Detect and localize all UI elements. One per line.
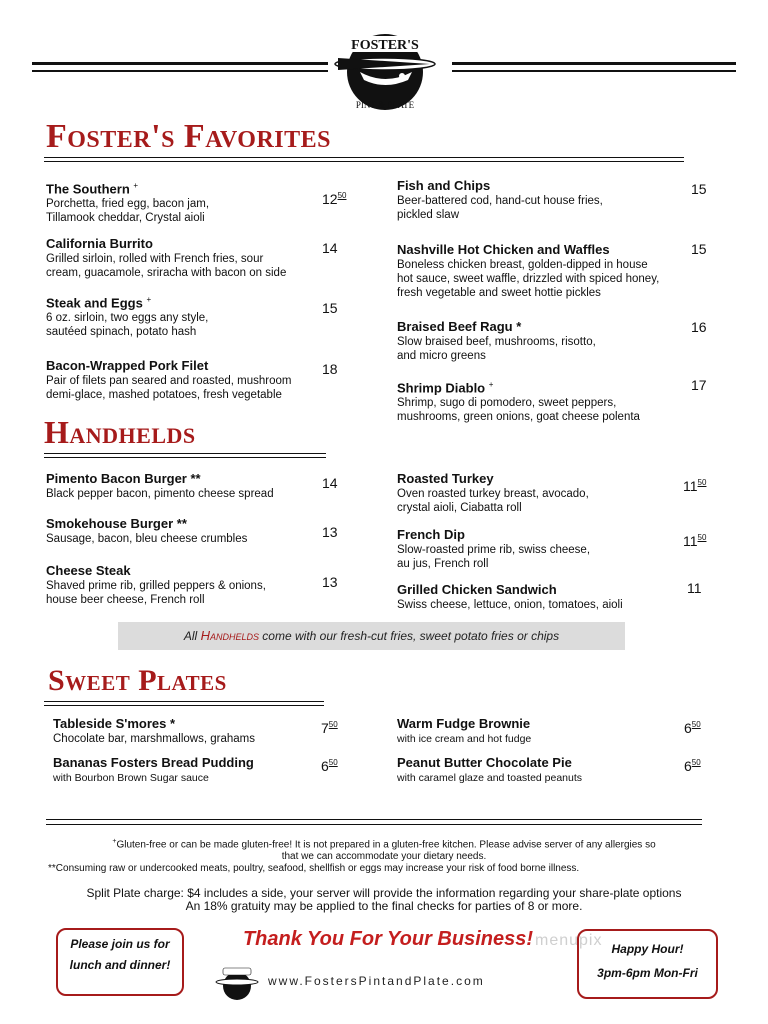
- item-name: The Southern: [46, 181, 130, 197]
- item-mark: +: [146, 295, 152, 304]
- item-desc: 6 oz. sirloin, two eggs any style,: [46, 312, 209, 325]
- sweets-rule: [44, 701, 324, 706]
- item-desc: Black pepper bacon, pimento cheese spread: [46, 488, 274, 500]
- item-price: 14: [322, 475, 338, 491]
- favorites-title: Foster's Favorites: [46, 118, 331, 155]
- item-desc: Chocolate bar, marshmallows, grahams: [53, 733, 255, 745]
- item-desc: Boneless chicken breast, golden-dipped in house: [397, 259, 648, 271]
- lunch-dinner-line1: Please join us for: [70, 937, 170, 951]
- item-desc: Shrimp, sugo di pomodero, sweet peppers,: [397, 397, 617, 410]
- item-desc: Tillamook cheddar, Crystal aioli: [46, 212, 205, 225]
- item-name: Roasted Turkey: [397, 471, 494, 486]
- item-price: $6^{50}$: [684, 720, 701, 736]
- item-desc: Slow-roasted prime rib, swiss cheese,: [397, 544, 591, 556]
- item-desc: pickled slaw: [397, 209, 459, 221]
- item-desc: Swiss cheese, lettuce, onion, tomatoes, aioli: [397, 599, 623, 611]
- lunch-dinner-box: [56, 928, 184, 996]
- item-desc: Grilled sirloin, rolled with French fries, sour: [46, 253, 264, 265]
- item-desc: house beer cheese, French roll: [46, 594, 205, 606]
- item-name: Shrimp Diablo: [397, 380, 486, 396]
- watermark: menupix: [535, 932, 603, 949]
- split-plate-line: Split Plate charge: $4 includes a side, your server will provide the information regarding your share-plate options: [86, 886, 682, 900]
- menu-item: [397, 242, 659, 300]
- menu-item: [397, 178, 603, 222]
- item-price: 15: [691, 241, 707, 257]
- item-desc: crystal aioli, Ciabatta roll: [397, 502, 522, 514]
- item-mark: +: [488, 380, 494, 389]
- lunch-dinner-line2: lunch and dinner!: [69, 958, 171, 972]
- menu-item: [46, 516, 247, 546]
- item-name: Bananas Fosters Bread Pudding: [53, 755, 254, 770]
- item-name: Braised Beef Ragu *: [397, 319, 522, 334]
- header-rule-right-top: [452, 62, 736, 65]
- item-desc: Slow braised beef, mushrooms, risotto,: [397, 336, 596, 348]
- menu-item: [397, 527, 590, 571]
- header-rule-left-bottom: [32, 70, 328, 72]
- item-desc: Shaved prime rib, grilled peppers & onions,: [46, 580, 266, 592]
- item-price: 15: [322, 300, 338, 316]
- handhelds-title: Handhelds: [44, 414, 196, 450]
- menu-item: [397, 471, 589, 515]
- item-price: $12^{50}$: [322, 191, 347, 207]
- handhelds-note-highlight: Handhelds: [200, 628, 259, 643]
- footer-rule-bottom: [46, 824, 702, 825]
- item-name: Tableside S'mores *: [53, 716, 176, 731]
- sweets-title: Sweet Plates: [48, 664, 227, 697]
- item-price: $11^{50}$: [683, 478, 707, 494]
- item-desc: cream, guacamole, sriracha with bacon on side: [46, 267, 287, 279]
- small-logo: [214, 964, 260, 1002]
- item-price: 18: [322, 361, 338, 377]
- item-name: Grilled Chicken Sandwich: [397, 582, 557, 597]
- header-rule-right-bottom: [452, 70, 736, 72]
- item-desc: and micro greens: [397, 350, 486, 362]
- item-price: 13: [322, 574, 338, 590]
- menu-item: [397, 755, 582, 785]
- item-name: Warm Fudge Brownie: [397, 716, 531, 731]
- gratuity-line: An 18% gratuity may be applied to the final checks for parties of 8 or more.: [185, 899, 583, 913]
- happy-hour-title: Happy Hour!: [611, 942, 684, 956]
- item-desc: hot sauce, sweet waffle, drizzled with spiced honey,: [397, 273, 660, 285]
- item-price: $6^{50}$: [684, 758, 701, 774]
- item-desc: Oven roasted turkey breast, avocado,: [397, 488, 589, 500]
- menu-item: [397, 582, 623, 612]
- footer-rule-top: [46, 819, 702, 820]
- menu-item: [397, 716, 531, 746]
- item-desc: fresh vegetable and sweet hottie pickles: [397, 287, 601, 299]
- favorites-rule: [44, 157, 684, 162]
- menu-item: [46, 178, 209, 225]
- item-desc: au jus, French roll: [397, 558, 489, 570]
- item-desc: Pair of filets pan seared and roasted, mushroom: [46, 375, 292, 387]
- item-desc: mushrooms, green onions, goat cheese polenta: [397, 411, 640, 424]
- item-name: California Burrito: [46, 236, 153, 251]
- menu-item: [46, 236, 286, 280]
- item-name: Pimento Bacon Burger **: [46, 471, 201, 486]
- logo-title: FOSTER'S: [351, 38, 419, 53]
- item-desc: with caramel glaze and toasted peanuts: [397, 772, 583, 784]
- item-name: Cheese Steak: [46, 563, 131, 578]
- logo-subtitle: PINT & PLATE: [355, 100, 415, 110]
- item-desc: Porchetta, fried egg, bacon jam,: [46, 198, 210, 211]
- item-desc: Beer-battered cod, hand-cut house fries,: [397, 195, 603, 207]
- item-price: 15: [691, 181, 707, 197]
- item-price: 14: [322, 240, 338, 256]
- menu-item: [397, 377, 640, 424]
- header-rule-left-top: [32, 62, 328, 65]
- item-price: $6^{50}$: [321, 758, 338, 774]
- item-price: 13: [322, 524, 338, 540]
- item-name: Smokehouse Burger **: [46, 516, 187, 531]
- item-price: 17: [691, 377, 707, 393]
- menu-item: [46, 358, 291, 402]
- menu-item: [46, 292, 208, 339]
- item-price: $7^{50}$: [321, 720, 338, 736]
- menu-item: [53, 716, 255, 746]
- menu-item: [46, 563, 266, 607]
- item-desc: demi-glace, mashed potatoes, fresh vegetable: [46, 389, 282, 401]
- item-mark: +: [133, 181, 139, 190]
- item-name: Nashville Hot Chicken and Waffles: [397, 242, 610, 257]
- item-name: French Dip: [397, 527, 465, 542]
- item-desc: with ice cream and hot fudge: [397, 733, 532, 745]
- item-name: Steak and Eggs: [46, 295, 143, 311]
- menu-item: [53, 755, 254, 785]
- item-name: Peanut Butter Chocolate Pie: [397, 755, 572, 770]
- item-name: Bacon-Wrapped Pork Filet: [46, 358, 209, 373]
- happy-hour-time: 3pm-6pm Mon-Fri: [597, 966, 698, 980]
- item-desc: sautéed spinach, potato hash: [46, 326, 197, 339]
- item-price: $11^{50}$: [683, 533, 707, 549]
- menu-item: [46, 471, 274, 501]
- item-price: 11: [687, 580, 702, 596]
- handhelds-note: All Handhelds come with our fresh-cut fries, sweet potato fries or chips: [118, 622, 625, 650]
- menu-item: [397, 319, 596, 363]
- happy-hour-box: [577, 929, 718, 999]
- gluten-free-note: +Gluten-free or can be made gluten-free! It is not prepared in a gluten-free kitchen. Please advise server of any allergies so that we can accommodate your dietary needs.: [112, 838, 656, 863]
- item-desc: with Bourbon Brown Sugar sauce: [53, 772, 209, 784]
- website-link[interactable]: www.FostersPintandPlate.com: [268, 974, 485, 988]
- raw-food-note: **Consuming raw or undercooked meats, poultry, seafood, shellfish or eggs may increase your risk of food borne illness.: [48, 863, 580, 874]
- thank-you-message: Thank You For Your Business!: [242, 928, 534, 950]
- item-price: 16: [691, 319, 707, 335]
- handhelds-rule: [44, 453, 326, 458]
- item-desc: Sausage, bacon, bleu cheese crumbles: [46, 533, 248, 545]
- item-name: Fish and Chips: [397, 178, 491, 193]
- fosters-logo: [330, 14, 440, 114]
